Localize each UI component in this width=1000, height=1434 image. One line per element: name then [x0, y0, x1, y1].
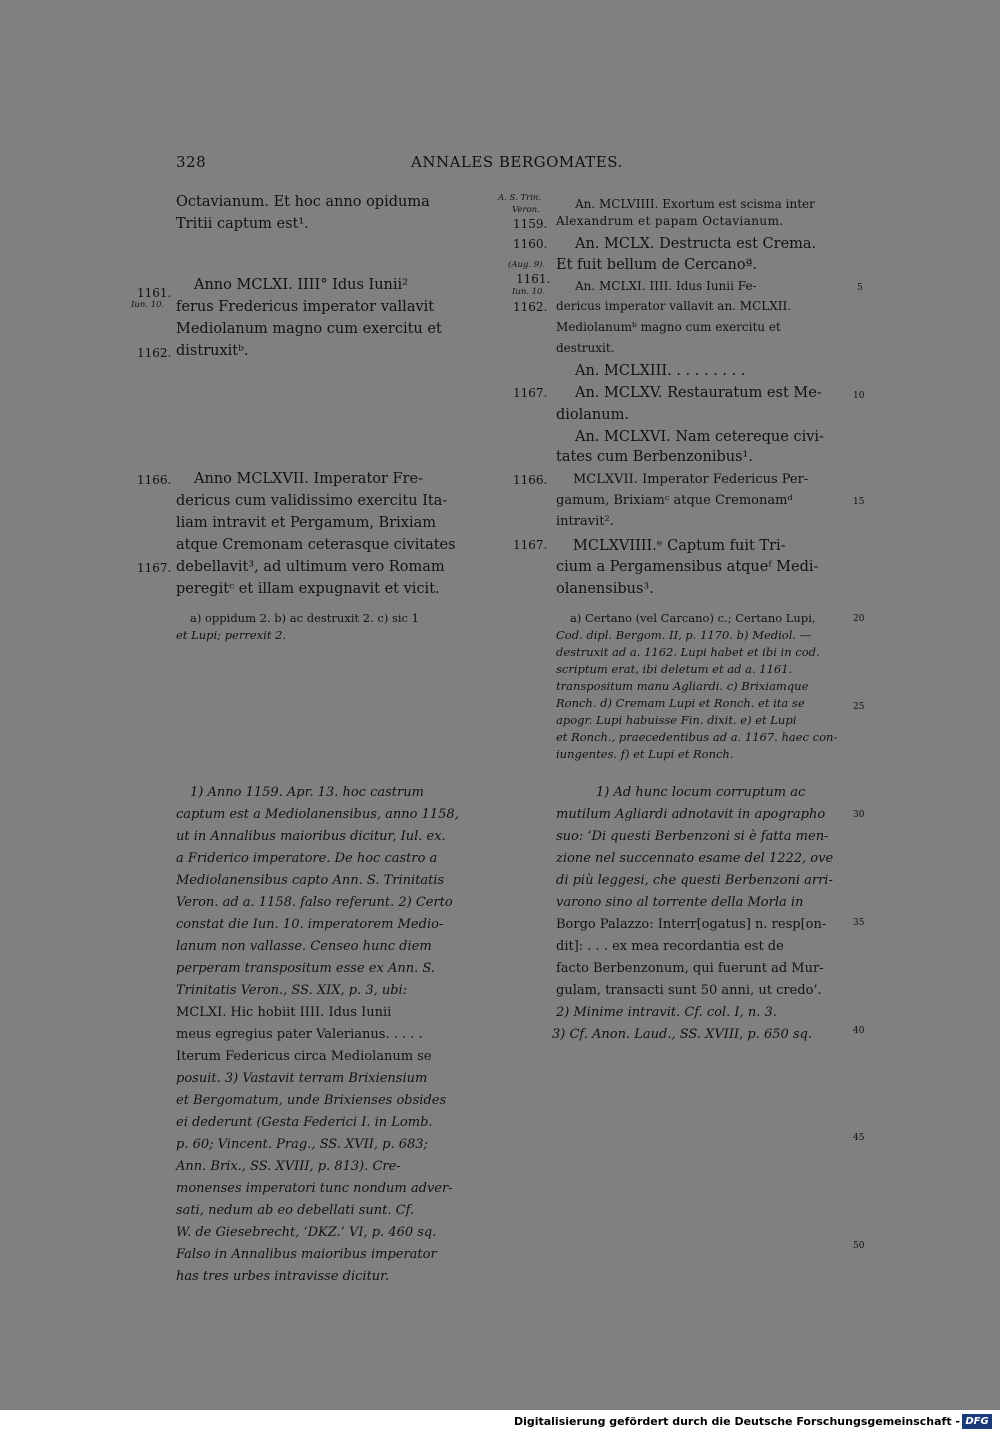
right-margin-year: 1161.: [516, 272, 551, 286]
footnote-line: Ann. Brix., SS. XVIII, p. 813). Cre-: [176, 1159, 401, 1174]
footer-bar: [0, 1410, 1000, 1434]
footnote-line: posuit. 3) Vastavit terram Brixiensium: [176, 1071, 428, 1086]
right-apparatus-note: iungentes. f) et Lupi et Ronch.: [556, 747, 734, 761]
left-line: Anno MCLXI. IIII° Idus Iunii²: [194, 277, 408, 293]
line-number: 35: [853, 918, 865, 928]
right-line: diolanum.: [556, 407, 629, 423]
line-number: 30: [853, 810, 865, 820]
left-line: Anno MCLXVII. Imperator Fre-: [194, 471, 424, 487]
line-number: 25: [853, 702, 865, 712]
right-apparatus-note: scriptum erat, ibi deletum et ad a. 1161.: [556, 662, 793, 676]
footnote-line: facto Berbenzonum, qui fuerunt ad Mur-: [556, 961, 824, 976]
line-number: 45: [853, 1133, 865, 1143]
left-margin-year: 1161.: [137, 286, 172, 300]
footnote-line: varono sino al torrente della Morla in: [556, 895, 804, 910]
right-apparatus-note: apogr. Lupi habuisse Fin. dixit. e) et Lupi: [556, 713, 797, 727]
right-margin-year: 1166.: [513, 473, 548, 487]
right-margin-year: 1160.: [513, 237, 548, 251]
right-line: dericus imperator vallavit an. MCLXII.: [556, 299, 792, 313]
right-line: An. MCLXVI. Nam cetereque civi-: [575, 429, 824, 445]
right-line: olanensibus³.: [556, 581, 654, 597]
line-number: 5: [857, 283, 863, 293]
funding-notice: Digitalisierung gefördert durch die Deutsche Forschungsgemeinschaft -: [513, 1415, 960, 1428]
footnote-line: mutilum Agliardi adnotavit in apographo: [556, 807, 826, 822]
footnote-line: Borgo Palazzo: Interr[ogatus] n. resp[on-: [556, 917, 827, 932]
right-line: cium a Pergamensibus atqueᶠ Medi-: [556, 559, 819, 575]
footnote-line: meus egregius pater Valerianus. . . . .: [176, 1027, 423, 1042]
footnote-line: a Friderico imperatore. De hoc castro a: [176, 851, 438, 866]
left-line: ferus Fredericus imperator vallavit: [176, 299, 435, 315]
left-line: debellavit³, ad ultimum vero Romam: [176, 559, 445, 575]
footnote-line: 3) Cf. Anon. Laud., SS. XVIII, p. 650 sq.: [552, 1027, 813, 1042]
footnote-line: zione nel succennato esame del 1222, ove: [556, 851, 834, 866]
footnote-line: suo: ‘Di questi Berbenzoni si è fatta men-: [556, 829, 829, 844]
left-line: distruxitᵇ.: [176, 343, 249, 359]
line-number: 50: [853, 1241, 865, 1251]
footnote-line: ut in Annalibus maioribus dicitur, Iul. ex.: [176, 829, 446, 844]
right-line: Mediolanumᵇ magno cum exercitu et: [556, 320, 781, 334]
right-margin-year: 1167.: [513, 538, 548, 552]
right-line: An. MCLXIII. . . . . . . . .: [575, 363, 746, 379]
right-margin-year: 1159.: [513, 217, 548, 231]
footnote-line: Trinitatis Veron., SS. XIX, p. 3, ubi:: [176, 983, 408, 998]
footnote-line: W. de Giesebrecht, ‘DKZ.’ VI, p. 460 sq.: [176, 1225, 437, 1240]
left-margin-year: 1162.: [137, 346, 172, 360]
footnote-line: et Bergomatum, unde Brixienses obsides: [176, 1093, 447, 1108]
footnote-line: perperam transpositum esse ex Ann. S.: [176, 961, 435, 976]
footnote-line: Mediolanensibus capto Ann. S. Trinitatis: [176, 873, 445, 888]
footnote-line: constat die Iun. 10. imperatorem Medio-: [176, 917, 444, 932]
footnote-line: gulam, transacti sunt 50 anni, ut credo’.: [556, 983, 822, 998]
left-margin-date: Iun. 10.: [131, 300, 165, 310]
right-margin-source: Veron.: [512, 205, 540, 215]
footnote-line: MCLXI. Hic hobiit IIII. Idus Iunii: [176, 1005, 392, 1020]
right-apparatus-note: Ronch. d) Cremam Lupi et Ronch. et ita se: [556, 696, 805, 710]
right-line: An. MCLXV. Restauratum est Me-: [575, 385, 822, 401]
right-margin-source: A. S. Trin.: [498, 193, 542, 203]
right-line: Alexandrum et papam Octavianum.: [556, 214, 784, 228]
right-line: Et fuit bellum de Cercanoª.: [556, 257, 758, 273]
left-apparatus-note: a) oppidum 2. b) ac destruxit 2. c) sic 1: [190, 611, 419, 625]
right-apparatus-note: destruxit ad a. 1162. Lupi habet et ibi in cod.: [556, 645, 820, 659]
page-number: 328: [176, 153, 207, 171]
left-line: atque Cremonam ceterasque civitates: [176, 537, 456, 553]
right-line: destruxit.: [556, 341, 615, 355]
right-apparatus-note: transpositum manu Agliardi. c) Brixiamque: [556, 679, 809, 693]
left-line: liam intravit et Pergamum, Brixiam: [176, 515, 436, 531]
right-line: MCLXVII. Imperator Federicus Per-: [573, 472, 809, 487]
footnote-line: monenses imperatori tunc nondum adver-: [176, 1181, 453, 1196]
right-margin-year: 1167.: [513, 386, 548, 400]
footnote-line: di più leggesi, che questi Berbenzoni arri-: [556, 873, 833, 888]
footnote-line: captum est a Mediolanensibus, anno 1158,: [176, 807, 459, 822]
left-line: Tritii captum est¹.: [176, 216, 309, 232]
right-line: An. MCLVIIII. Exortum est scisma inter: [575, 197, 815, 211]
left-line: Mediolanum magno cum exercitu et: [176, 321, 442, 337]
right-margin-date: (Aug. 9).: [508, 260, 546, 270]
footnote-line: Falso in Annalibus maioribus imperator: [176, 1247, 437, 1262]
left-margin-year: 1167.: [137, 561, 172, 575]
footnote-line: lanum non vallasse. Censeo hunc diem: [176, 939, 432, 954]
right-margin-year: 1162.: [513, 300, 548, 314]
right-apparatus-note: a) Certano (vel Carcano) c.; Certano Lupi,: [570, 611, 816, 625]
right-line: gamum, Brixiamᶜ atque Cremonamᵈ: [556, 493, 793, 508]
right-apparatus-note: et Ronch., praecedentibus ad a. 1167. haec con-: [556, 730, 838, 744]
right-margin-date: Iun. 10.: [512, 287, 546, 297]
left-line: Octavianum. Et hoc anno opiduma: [176, 194, 430, 210]
left-line: dericus cum validissimo exercitu Ita-: [176, 493, 448, 509]
left-line: peregitᶜ et illam expugnavit et vicit.: [176, 581, 440, 597]
footnote-line: 2) Minime intravit. Cf. col. I, n. 3.: [556, 1005, 777, 1020]
left-apparatus-note: et Lupi; perrexit 2.: [176, 628, 287, 642]
footnote-line: p. 60; Vincent. Prag., SS. XVII, p. 683;: [176, 1137, 428, 1152]
footnote-line: 1) Ad hunc locum corruptum ac: [596, 785, 806, 800]
line-number: 20: [853, 614, 865, 624]
line-number: 10: [853, 391, 865, 401]
right-line: An. MCLX. Destructa est Crema.: [575, 236, 817, 252]
left-margin-year: 1166.: [137, 473, 172, 487]
right-apparatus-note: Cod. dipl. Bergom. II, p. 1170. b) Mediol. —: [556, 628, 812, 642]
footnote-line: Veron. ad a. 1158. falso referunt. 2) Certo: [176, 895, 453, 910]
footnote-line: Iterum Federicus circa Mediolanum se: [176, 1049, 432, 1064]
footnote-line: sati, nedum ab eo debellati sunt. Cf.: [176, 1203, 415, 1218]
footnote-line: dit]: . . . ex mea recordantia est de: [556, 939, 784, 954]
right-line: MCLXVIIII.ᵉ Captum fuit Tri-: [573, 538, 786, 554]
right-line: An. MCLXI. IIII. Idus Iunii Fe-: [575, 279, 757, 293]
dfg-logo: DFG: [962, 1414, 992, 1429]
line-number: 15: [853, 497, 865, 507]
footnote-line: ei dederunt (Gesta Federici I. in Lomb.: [176, 1115, 433, 1130]
line-number: 40: [853, 1026, 865, 1036]
right-line: intravit².: [556, 514, 614, 529]
footnote-line: has tres urbes intravisse dicitur.: [176, 1269, 390, 1284]
running-title: ANNALES BERGOMATES.: [411, 153, 623, 171]
right-line: tates cum Berbenzonibus¹.: [556, 449, 753, 465]
footnote-line: 1) Anno 1159. Apr. 13. hoc castrum: [190, 785, 424, 800]
